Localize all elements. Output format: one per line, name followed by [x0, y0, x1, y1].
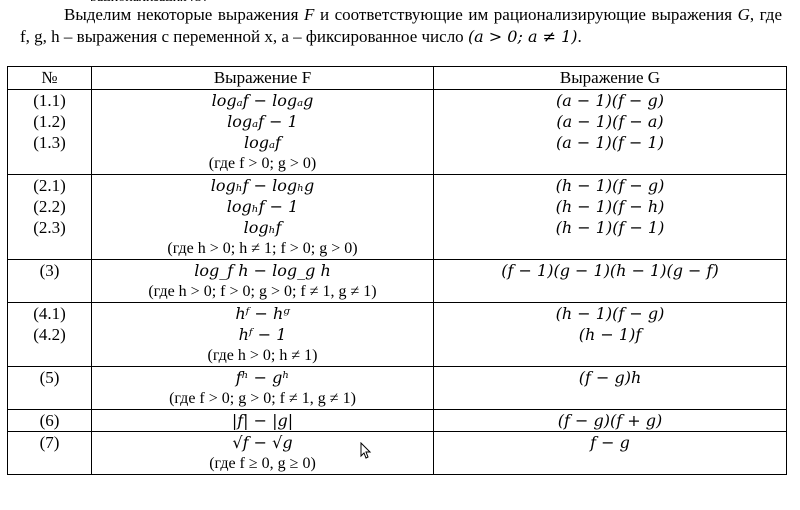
- condition-note: (где f > 0; g > 0): [208, 155, 317, 172]
- table-row: [8, 175, 787, 260]
- expression-f-cell: [92, 303, 434, 367]
- intro-text-3: , где f, g, h – выражения с переменной x, a – фиксированное число: [20, 5, 782, 46]
- expression-g: f − g: [590, 433, 630, 452]
- expression-f: logₕf: [243, 218, 282, 237]
- expression-f-cell: [92, 90, 434, 175]
- table-row: [8, 303, 787, 367]
- expression-g-cell: [434, 175, 787, 260]
- row-number: (2.3): [33, 218, 66, 237]
- rationalization-table: [7, 66, 787, 475]
- expression-f: logₕf − 1: [226, 197, 299, 216]
- intro-end: .: [577, 27, 582, 46]
- expression-f: |f| − |g|: [231, 411, 294, 430]
- expression-g: (a − 1)(f − g): [555, 91, 664, 110]
- expression-g-cell: [434, 260, 787, 303]
- intro-text-2: и соответствующие им рационализирующие выражения: [314, 5, 738, 24]
- expression-f-cell: [92, 432, 434, 475]
- expression-g: (h − 1)f: [578, 325, 642, 344]
- table-row: [8, 410, 787, 432]
- row-number: (5): [39, 368, 60, 387]
- intro-condition: (a > 0; a ≠ 1): [467, 27, 578, 46]
- row-number: (1.3): [33, 133, 66, 152]
- header-num: №: [8, 67, 92, 90]
- expression-f: log_f h − log_g h: [194, 261, 331, 280]
- row-number-cell: [8, 410, 92, 432]
- table-row: [8, 367, 787, 410]
- row-number-cell: [8, 175, 92, 260]
- condition-note: (где h > 0; h ≠ 1; f > 0; g > 0): [167, 240, 358, 257]
- expression-g: (a − 1)(f − a): [556, 112, 664, 131]
- row-number: (4.1): [33, 304, 66, 323]
- row-number-cell: [8, 367, 92, 410]
- table-body: [8, 90, 787, 475]
- table-row: [8, 260, 787, 303]
- expression-g: (f − g)(f + g): [557, 411, 663, 430]
- intro-text-1: Выделим некоторые выражения: [64, 5, 305, 24]
- table-row: [8, 432, 787, 475]
- condition-note: (где h > 0; h ≠ 1): [207, 347, 318, 364]
- row-number: (7): [39, 433, 60, 452]
- expression-g-cell: [434, 90, 787, 175]
- symbol-F: F: [304, 5, 315, 24]
- condition-note: (где h > 0; f > 0; g > 0; f ≠ 1, g ≠ 1): [148, 283, 377, 300]
- expression-g-cell: [434, 410, 787, 432]
- expression-f: logₐf − 1: [227, 112, 298, 131]
- expression-g: (h − 1)(f − 1): [555, 218, 665, 237]
- table-header-row: [8, 67, 787, 90]
- expression-f: logₐf − logₐg: [211, 91, 314, 110]
- header-expression-f: Выражение F: [92, 67, 434, 90]
- expression-f: fʰ − gʰ: [235, 368, 290, 387]
- row-number: (2.1): [33, 176, 66, 195]
- expression-f: logₐf: [244, 133, 281, 152]
- expression-g: (h − 1)(f − h): [555, 197, 665, 216]
- expression-f: hᶠ − 1: [238, 325, 287, 344]
- condition-note: (где f > 0; g > 0; f ≠ 1, g ≠ 1): [169, 390, 356, 407]
- expression-g: (a − 1)(f − 1): [556, 133, 664, 152]
- row-number: (1.1): [33, 91, 66, 110]
- row-number: (1.2): [33, 112, 66, 131]
- condition-note: (где f ≥ 0, g ≥ 0): [209, 455, 316, 472]
- symbol-G: G: [737, 5, 750, 24]
- row-number: (3): [39, 261, 60, 280]
- row-number-cell: [8, 90, 92, 175]
- expression-f: hᶠ − hᵍ: [235, 304, 290, 323]
- expression-f-cell: [92, 410, 434, 432]
- expression-g-cell: [434, 367, 787, 410]
- expression-f-cell: [92, 175, 434, 260]
- clipped-text-line: [90, 0, 350, 1]
- expression-g: (f − g)h: [578, 368, 642, 387]
- expression-g: (h − 1)(f − g): [555, 304, 665, 323]
- header-expression-g: Выражение G: [434, 67, 787, 90]
- row-number: (2.2): [33, 197, 66, 216]
- expression-f: logₕf − logₕg: [210, 176, 315, 195]
- expression-f-cell: [92, 260, 434, 303]
- row-number-cell: [8, 303, 92, 367]
- row-number: (4.2): [33, 325, 66, 344]
- mouse-cursor-icon: [360, 442, 372, 460]
- expression-g-cell: [434, 432, 787, 475]
- row-number-cell: [8, 432, 92, 475]
- table-row: [8, 90, 787, 175]
- expression-f-cell: [92, 367, 434, 410]
- row-number: (6): [39, 411, 60, 430]
- intro-paragraph: [20, 4, 782, 48]
- expression-g: (f − 1)(g − 1)(h − 1)(g − f): [501, 261, 719, 280]
- expression-g-cell: [434, 303, 787, 367]
- expression-g: (h − 1)(f − g): [555, 176, 665, 195]
- row-number-cell: [8, 260, 92, 303]
- expression-f: √f − √g: [232, 433, 293, 452]
